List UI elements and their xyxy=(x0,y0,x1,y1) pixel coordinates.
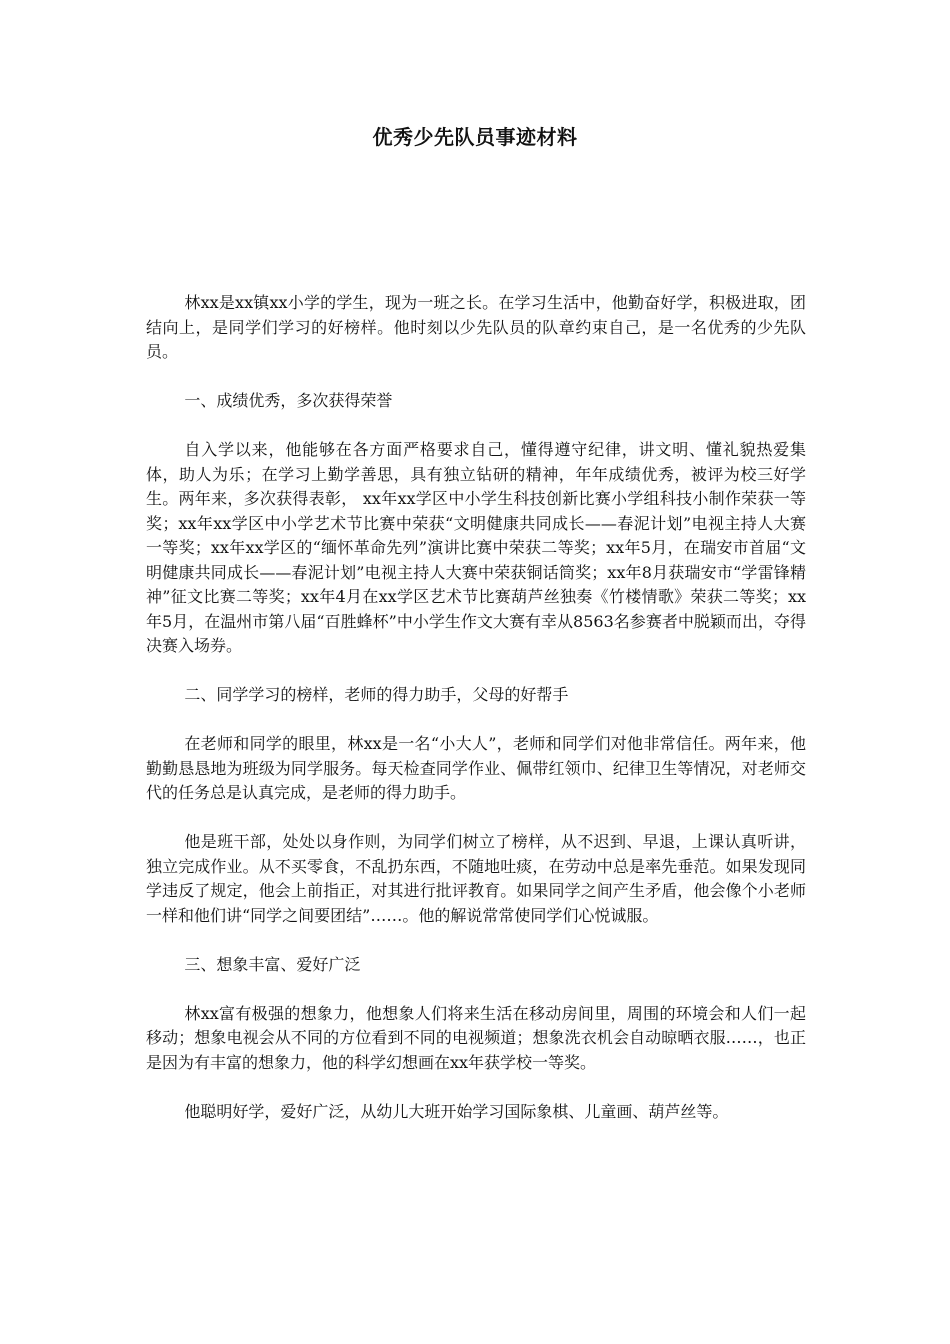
document-title: 优秀少先队员事迹材料 xyxy=(372,125,578,149)
section-heading-2: 二、同学学习的榜样，老师的得力助手，父母的好帮手 xyxy=(184,685,569,704)
paragraph-intro: 林xx是xx镇xx小学的学生，现为一班之长。在学习生活中，他勤奋好学，积极进取，团结向上，是同学们学习的好榜样。他时刻以少先队员的队章约束自己，是一名优秀的少先队员。 xyxy=(146,293,806,361)
paragraph-class-leader: 他是班干部，处处以身作则，为同学们树立了榜样，从不迟到、早退，上课认真听讲，独立完成作业。从不买零食，不乱扔东西，不随地吐痰，在劳动中总是率先垂范。如果发现同学违反了规定，他会上前指正，对其进行批评教育。如果同学之间产生矛盾，他会像个小老师一样和他们讲“同学之间要团结”……。他的解说常常使同学们心悦诚服。 xyxy=(146,832,806,925)
paragraph-achievements: 自入学以来，他能够在各方面严格要求自己，懂得遵守纪律，讲文明、懂礼貌热爱集体，助人为乐；在学习上勤学善思，具有独立钻研的精神，年年成绩优秀，被评为校三好学生。两年来，多次获得表彰， xx年xx学区中小学生科技创新比赛小学组科技小制作荣获一等奖；xx年xx学区中小学艺术节比赛中荣获“文明健康共同成长——春泥计划”电视主持人大赛一等奖；xx年xx学区的“缅怀革命先列”演讲比赛中荣获二等奖；xx年5月，在瑞安市首届“文明健康共同成长——春泥计划”电视主持人大赛中荣获铜话筒奖；xx年8月获瑞安市“学雷锋精神”征文比赛二等奖；xx年4月在xx学区艺术节比赛葫芦丝独奏《竹楼情歌》荣获二等奖；xx年5月，在温州市第八届“百胜蜂杯”中小学生作文大赛有幸从8563名参赛者中脱颖而出，夺得决赛入场券。 xyxy=(146,440,806,655)
paragraph-imagination: 林xx富有极强的想象力，他想象人们将来生活在移动房间里，周围的环境会和人们一起移动；想象电视会从不同的方位看到不同的电视频道；想象洗衣机会自动晾晒衣服……，也正是因为有丰富的想象力，他的科学幻想画在xx年获学校一等奖。 xyxy=(146,1003,806,1072)
paragraph-hobbies: 他聪明好学，爱好广泛，从幼儿大班开始学习国际象棋、儿童画、葫芦丝等。 xyxy=(184,1101,729,1121)
section-heading-1: 一、成绩优秀，多次获得荣誉 xyxy=(184,391,393,410)
section-heading-3: 三、想象丰富、爱好广泛 xyxy=(184,954,361,974)
paragraph-role-model: 在老师和同学的眼里，林xx是一名“小大人”，老师和同学们对他非常信任。两年来，他勤勤恳恳地为班级为同学服务。每天检查同学作业、佩带红领巾、纪律卫生等情况，对老师交代的任务总是认真完成，是老师的得力助手。 xyxy=(146,734,806,802)
document-body xyxy=(146,291,806,1149)
